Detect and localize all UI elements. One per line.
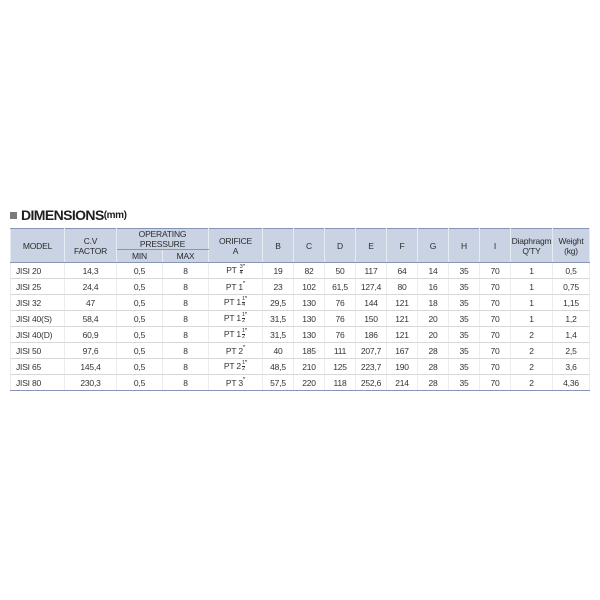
cell-f: 80	[387, 279, 418, 295]
cell-c: 210	[294, 359, 325, 375]
cell-h: 35	[449, 279, 480, 295]
cell-max-pressure: 8	[163, 343, 209, 359]
cell-orifice	[209, 343, 263, 359]
cell-c: 130	[294, 327, 325, 343]
orifice-whole: 1	[236, 296, 241, 307]
fraction-numerator: 1	[241, 312, 245, 319]
header-c: C	[294, 229, 325, 263]
cell-b: 23	[263, 279, 294, 295]
cell-d: 76	[325, 295, 356, 311]
header-e: E	[356, 229, 387, 263]
cell-max-pressure: 8	[163, 279, 209, 295]
table-row	[11, 375, 590, 391]
cell-b: 31,5	[263, 311, 294, 327]
header-cv-factor	[65, 229, 117, 263]
orifice-whole: 1	[238, 281, 243, 292]
cell-f: 121	[387, 327, 418, 343]
header-max: MAX	[163, 250, 209, 263]
cell-max-pressure: 8	[163, 375, 209, 391]
cell-i: 70	[480, 311, 511, 327]
cell-b: 19	[263, 263, 294, 279]
cell-g: 28	[418, 375, 449, 391]
header-i: I	[480, 229, 511, 263]
cell-orifice	[209, 279, 263, 295]
header-orifice-line1: ORIFICE	[218, 235, 253, 246]
fraction-denominator: 4	[239, 270, 243, 277]
cell-c: 185	[294, 343, 325, 359]
cell-d: 61,5	[325, 279, 356, 295]
cell-c: 102	[294, 279, 325, 295]
inch-mark: ″	[244, 312, 248, 320]
cell-min-pressure: 0,5	[117, 279, 163, 295]
cell-g: 28	[418, 343, 449, 359]
header-min: MIN	[117, 250, 163, 263]
fraction-denominator: 2	[241, 318, 245, 325]
orifice-prefix: PT	[225, 377, 237, 388]
cell-d: 50	[325, 263, 356, 279]
cell-weight: 1,15	[553, 295, 590, 311]
cell-h: 35	[449, 359, 480, 375]
cell-cv-factor: 58,4	[65, 311, 117, 327]
header-orifice	[209, 229, 263, 263]
cell-f: 167	[387, 343, 418, 359]
header-diaphragm-qty	[511, 229, 553, 263]
orifice-prefix: PT	[223, 360, 235, 371]
cell-diaphragm-qty: 2	[511, 343, 553, 359]
section-heading	[10, 205, 127, 225]
cell-f: 121	[387, 295, 418, 311]
table-row	[11, 327, 590, 343]
cell-orifice	[209, 327, 263, 343]
cell-model: JISI 40(S)	[11, 311, 65, 327]
cell-cv-factor: 230,3	[65, 375, 117, 391]
cell-diaphragm-qty: 1	[511, 263, 553, 279]
cell-model: JISI 20	[11, 263, 65, 279]
cell-b: 48,5	[263, 359, 294, 375]
fraction-numerator: 1	[241, 360, 245, 367]
cell-d: 76	[325, 311, 356, 327]
header-weight-line1: Weight	[558, 235, 584, 246]
header-d: D	[325, 229, 356, 263]
cell-g: 28	[418, 359, 449, 375]
cell-cv-factor: 60,9	[65, 327, 117, 343]
cell-model: JISI 50	[11, 343, 65, 359]
header-b: B	[263, 229, 294, 263]
header-orifice-line2: A	[232, 245, 239, 256]
cell-b: 31,5	[263, 327, 294, 343]
cell-diaphragm-qty: 1	[511, 279, 553, 295]
orifice-whole: 1	[236, 312, 241, 323]
cell-model: JISI 65	[11, 359, 65, 375]
cell-i: 70	[480, 327, 511, 343]
cell-h: 35	[449, 263, 480, 279]
cell-e: 144	[356, 295, 387, 311]
header-f: F	[387, 229, 418, 263]
cell-cv-factor: 14,3	[65, 263, 117, 279]
cell-min-pressure: 0,5	[117, 327, 163, 343]
cell-orifice	[209, 295, 263, 311]
fraction-denominator: 2	[241, 366, 245, 373]
header-weight-line2: (kg)	[564, 245, 578, 256]
table-body	[11, 263, 590, 391]
cell-orifice	[209, 359, 263, 375]
cell-i: 70	[480, 279, 511, 295]
cell-e: 127,4	[356, 279, 387, 295]
inch-mark: ″	[242, 264, 245, 272]
orifice-prefix: PT	[226, 264, 237, 275]
bullet-square-icon	[10, 212, 17, 219]
cell-min-pressure: 0,5	[117, 375, 163, 391]
cell-h: 35	[449, 311, 480, 327]
cell-diaphragm-qty: 2	[511, 359, 553, 375]
cell-i: 70	[480, 375, 511, 391]
cell-cv-factor: 97,6	[65, 343, 117, 359]
header-diaphragm-line1: Diaphragm	[511, 235, 552, 246]
orifice-prefix: PT	[223, 296, 235, 307]
cell-i: 70	[480, 359, 511, 375]
cell-diaphragm-qty: 2	[511, 375, 553, 391]
header-cv-line1: C.V	[83, 235, 98, 246]
cell-model: JISI 80	[11, 375, 65, 391]
cell-cv-factor: 24,4	[65, 279, 117, 295]
fraction-denominator: 4	[241, 302, 245, 309]
cell-h: 35	[449, 327, 480, 343]
table-row	[11, 263, 590, 279]
orifice-whole: 2	[238, 345, 243, 356]
cell-orifice	[209, 311, 263, 327]
inch-mark: ″	[244, 360, 248, 368]
cell-g: 20	[418, 327, 449, 343]
cell-g: 18	[418, 295, 449, 311]
cell-min-pressure: 0,5	[117, 295, 163, 311]
orifice-whole: 2	[236, 360, 241, 371]
fraction-denominator: 2	[241, 334, 245, 341]
cell-weight: 0,75	[553, 279, 590, 295]
table-header	[11, 229, 590, 263]
cell-diaphragm-qty: 1	[511, 295, 553, 311]
cell-h: 35	[449, 295, 480, 311]
cell-max-pressure: 8	[163, 295, 209, 311]
cell-d: 118	[325, 375, 356, 391]
dimensions-table	[10, 228, 590, 391]
table-row	[11, 279, 590, 295]
cell-g: 20	[418, 311, 449, 327]
fraction-numerator: 1	[241, 296, 245, 303]
orifice-whole: 1	[236, 328, 241, 339]
inch-mark: ″	[244, 296, 248, 304]
cell-e: 186	[356, 327, 387, 343]
fraction-numerator: 1	[241, 328, 245, 335]
section-title: DIMENSIONS	[21, 207, 104, 223]
cell-f: 64	[387, 263, 418, 279]
cell-cv-factor: 145,4	[65, 359, 117, 375]
header-operating-pressure: OPERATING PRESSURE	[117, 229, 209, 250]
cell-weight: 1,4	[553, 327, 590, 343]
header-diaphragm-line2: Q'TY	[522, 245, 541, 256]
header-cv-line2: FACTOR	[73, 245, 108, 256]
header-model: MODEL	[11, 229, 65, 263]
cell-min-pressure: 0,5	[117, 359, 163, 375]
cell-f: 214	[387, 375, 418, 391]
cell-b: 29,5	[263, 295, 294, 311]
inch-mark: ″	[244, 328, 248, 336]
header-g: G	[418, 229, 449, 263]
cell-max-pressure: 8	[163, 359, 209, 375]
cell-c: 82	[294, 263, 325, 279]
cell-diaphragm-qty: 1	[511, 311, 553, 327]
table-row	[11, 311, 590, 327]
orifice-prefix: PT	[225, 345, 237, 356]
cell-min-pressure: 0,5	[117, 263, 163, 279]
cell-orifice	[209, 263, 263, 279]
cell-weight: 0,5	[553, 263, 590, 279]
cell-f: 190	[387, 359, 418, 375]
orifice-prefix: PT	[223, 312, 235, 323]
fraction-numerator: 3	[239, 264, 243, 271]
header-h: H	[449, 229, 480, 263]
section-unit: (mm)	[103, 209, 127, 221]
cell-h: 35	[449, 375, 480, 391]
cell-c: 220	[294, 375, 325, 391]
cell-b: 40	[263, 343, 294, 359]
cell-model: JISI 32	[11, 295, 65, 311]
cell-min-pressure: 0,5	[117, 343, 163, 359]
orifice-prefix: PT	[223, 328, 235, 339]
cell-max-pressure: 8	[163, 311, 209, 327]
cell-b: 57,5	[263, 375, 294, 391]
cell-e: 150	[356, 311, 387, 327]
cell-model: JISI 40(D)	[11, 327, 65, 343]
cell-diaphragm-qty: 2	[511, 327, 553, 343]
cell-d: 76	[325, 327, 356, 343]
orifice-prefix: PT	[225, 281, 237, 292]
cell-d: 125	[325, 359, 356, 375]
cell-weight: 1,2	[553, 311, 590, 327]
cell-max-pressure: 8	[163, 263, 209, 279]
cell-max-pressure: 8	[163, 327, 209, 343]
cell-c: 130	[294, 311, 325, 327]
cell-c: 130	[294, 295, 325, 311]
cell-cv-factor: 47	[65, 295, 117, 311]
cell-f: 121	[387, 311, 418, 327]
header-weight	[553, 229, 590, 263]
inch-mark: ″	[242, 280, 246, 288]
cell-weight: 2,5	[553, 343, 590, 359]
cell-i: 70	[480, 343, 511, 359]
cell-i: 70	[480, 295, 511, 311]
cell-e: 117	[356, 263, 387, 279]
cell-i: 70	[480, 263, 511, 279]
inch-mark: ″	[242, 376, 246, 384]
table-row	[11, 295, 590, 311]
cell-h: 35	[449, 343, 480, 359]
cell-g: 14	[418, 263, 449, 279]
cell-e: 223,7	[356, 359, 387, 375]
cell-model: JISI 25	[11, 279, 65, 295]
orifice-whole: 3	[238, 377, 243, 388]
cell-min-pressure: 0,5	[117, 311, 163, 327]
cell-d: 111	[325, 343, 356, 359]
table-row	[11, 359, 590, 375]
cell-weight: 4,36	[553, 375, 590, 391]
cell-weight: 3,6	[553, 359, 590, 375]
inch-mark: ″	[242, 344, 246, 352]
table-row	[11, 343, 590, 359]
cell-g: 16	[418, 279, 449, 295]
cell-e: 252,6	[356, 375, 387, 391]
cell-orifice	[209, 375, 263, 391]
cell-e: 207,7	[356, 343, 387, 359]
